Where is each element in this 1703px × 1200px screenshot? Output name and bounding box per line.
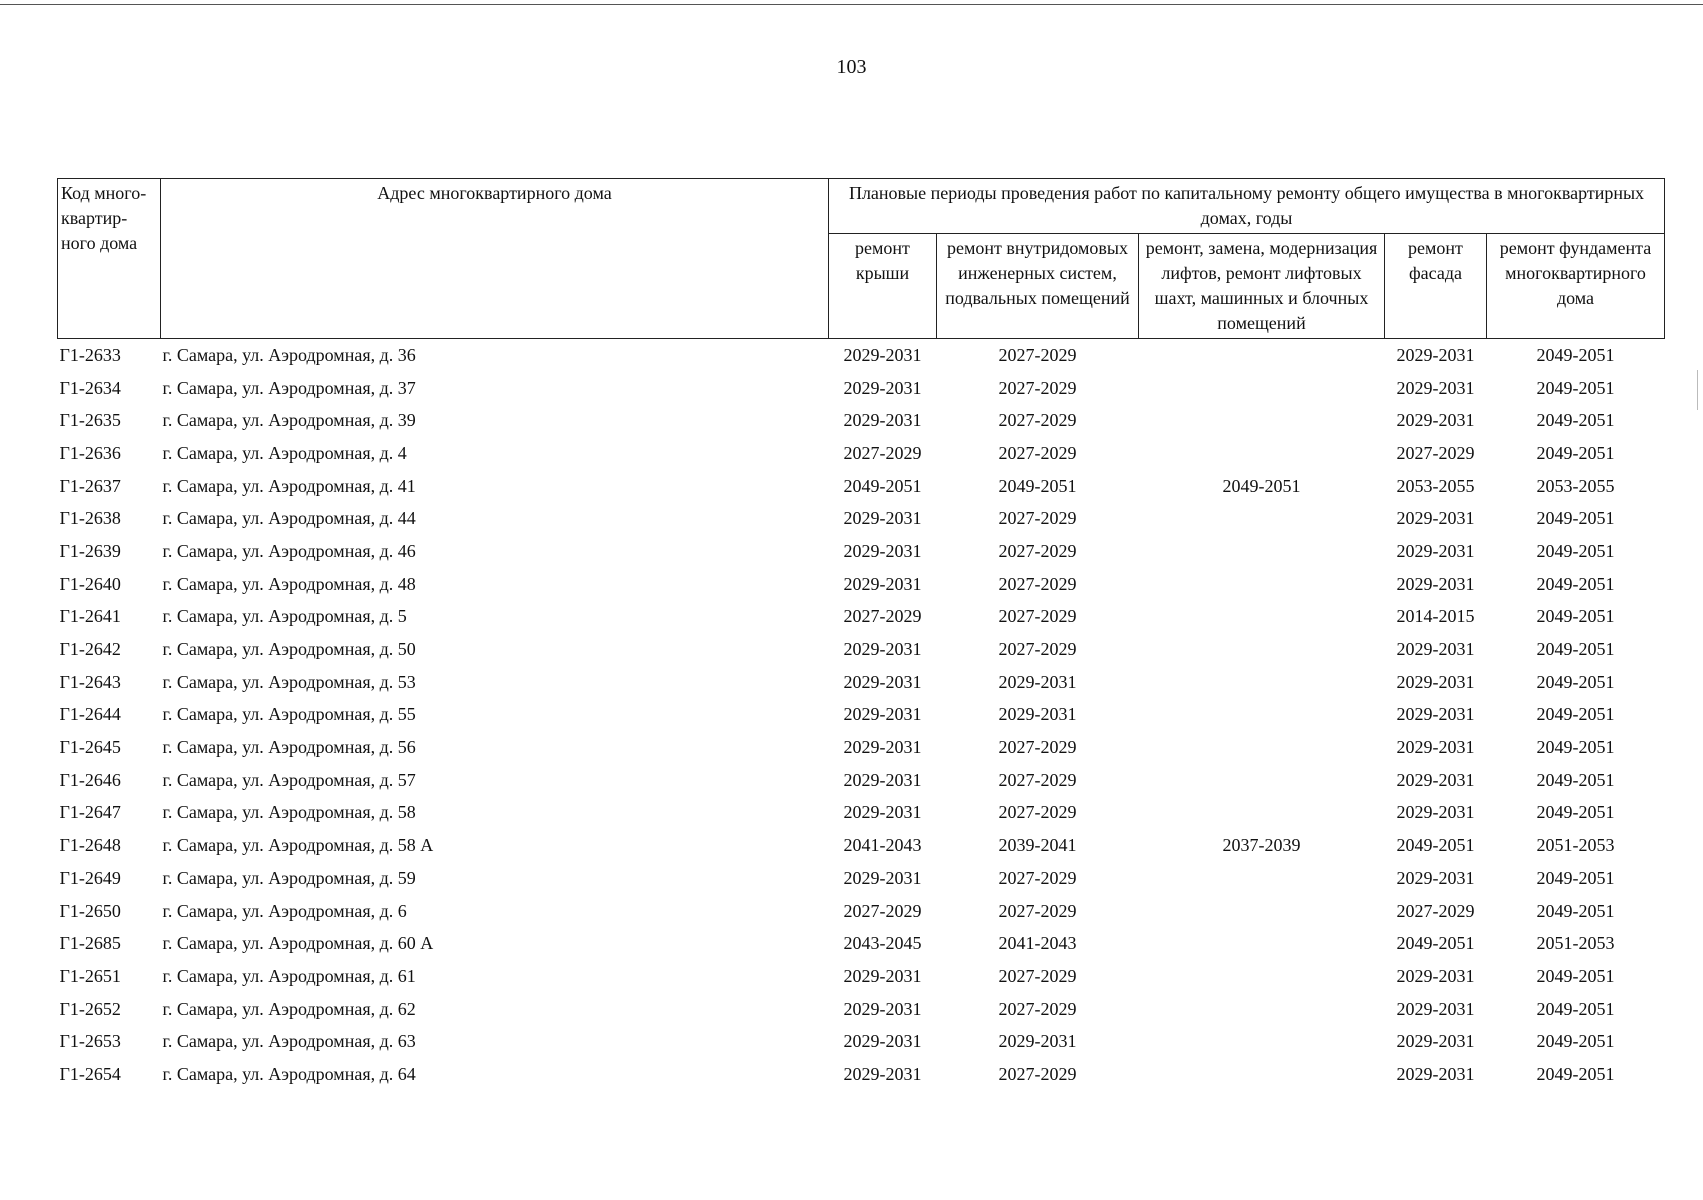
table-row bbox=[58, 1025, 1665, 1058]
cell-systems: 2027-2029 bbox=[998, 867, 1077, 888]
cell-address: г. Самара, ул. Аэродромная, д. 44 bbox=[162, 508, 416, 529]
table-row bbox=[58, 699, 1665, 732]
cell-systems: 2029-2031 bbox=[998, 671, 1077, 692]
cell-foundation: 2049-2051 bbox=[1536, 606, 1615, 627]
table-row bbox=[58, 535, 1665, 568]
cell-code: Г1-2641 bbox=[59, 606, 121, 627]
cell-code: Г1-2644 bbox=[59, 704, 121, 725]
cell-facade: 2029-2031 bbox=[1396, 377, 1475, 398]
header-systems: ремонт внутридомовых инженерных систем, подвальных помещений bbox=[937, 234, 1139, 339]
cell-lifts bbox=[1139, 601, 1385, 634]
cell-roof: 2029-2031 bbox=[843, 965, 922, 986]
cell-address: г. Самара, ул. Аэродромная, д. 59 bbox=[162, 867, 416, 888]
table-body bbox=[58, 339, 1665, 1091]
cell-lifts bbox=[1139, 699, 1385, 732]
cell-roof: 2029-2031 bbox=[843, 344, 922, 365]
cell-code: Г1-2647 bbox=[59, 802, 121, 823]
cell-facade: 2053-2055 bbox=[1396, 475, 1475, 496]
repair-schedule-table bbox=[57, 178, 1665, 1091]
cell-code: Г1-2651 bbox=[59, 965, 121, 986]
cell-code: Г1-2654 bbox=[59, 1063, 121, 1084]
header-lifts: ремонт, замена, модернизация лифтов, ремонт лифтовых шахт, машинных и блочных помещений bbox=[1139, 234, 1385, 339]
cell-roof: 2029-2031 bbox=[843, 737, 922, 758]
cell-foundation: 2049-2051 bbox=[1536, 344, 1615, 365]
cell-address: г. Самара, ул. Аэродромная, д. 55 bbox=[162, 704, 416, 725]
cell-systems: 2027-2029 bbox=[998, 442, 1077, 463]
cell-lifts bbox=[1139, 960, 1385, 993]
cell-facade: 2029-2031 bbox=[1396, 802, 1475, 823]
cell-foundation: 2049-2051 bbox=[1536, 1063, 1615, 1084]
cell-facade: 2029-2031 bbox=[1396, 671, 1475, 692]
header-row-top bbox=[58, 179, 1665, 234]
cell-address: г. Самара, ул. Аэродромная, д. 48 bbox=[162, 573, 416, 594]
cell-code: Г1-2646 bbox=[59, 769, 121, 790]
cell-foundation: 2049-2051 bbox=[1536, 671, 1615, 692]
cell-code: Г1-2633 bbox=[59, 344, 121, 365]
cell-address: г. Самара, ул. Аэродромная, д. 50 bbox=[162, 639, 416, 660]
cell-lifts: 2049-2051 bbox=[1222, 475, 1301, 496]
cell-foundation: 2049-2051 bbox=[1536, 508, 1615, 529]
header-code: Код много-квартир-ного дома bbox=[58, 179, 161, 339]
cell-lifts bbox=[1139, 993, 1385, 1026]
cell-facade: 2029-2031 bbox=[1396, 737, 1475, 758]
cell-code: Г1-2685 bbox=[59, 933, 121, 954]
cell-address: г. Самара, ул. Аэродромная, д. 4 bbox=[162, 442, 407, 463]
cell-roof: 2029-2031 bbox=[843, 769, 922, 790]
cell-address: г. Самара, ул. Аэродромная, д. 36 bbox=[162, 344, 416, 365]
cell-lifts bbox=[1139, 437, 1385, 470]
table-row bbox=[58, 404, 1665, 437]
cell-facade: 2029-2031 bbox=[1396, 704, 1475, 725]
cell-foundation: 2049-2051 bbox=[1536, 867, 1615, 888]
cell-lifts bbox=[1139, 404, 1385, 437]
table-row bbox=[58, 895, 1665, 928]
cell-foundation: 2049-2051 bbox=[1536, 998, 1615, 1019]
header-roof: ремонт крыши bbox=[829, 234, 937, 339]
cell-facade: 2027-2029 bbox=[1396, 442, 1475, 463]
cell-facade: 2029-2031 bbox=[1396, 573, 1475, 594]
cell-systems: 2027-2029 bbox=[998, 900, 1077, 921]
cell-roof: 2029-2031 bbox=[843, 867, 922, 888]
header-foundation: ремонт фундамента многоквартирного дома bbox=[1487, 234, 1665, 339]
cell-lifts bbox=[1139, 764, 1385, 797]
cell-code: Г1-2637 bbox=[59, 475, 121, 496]
cell-code: Г1-2636 bbox=[59, 442, 121, 463]
cell-systems: 2041-2043 bbox=[998, 933, 1077, 954]
cell-roof: 2027-2029 bbox=[843, 900, 922, 921]
cell-code: Г1-2650 bbox=[59, 900, 121, 921]
cell-address: г. Самара, ул. Аэродромная, д. 5 bbox=[162, 606, 407, 627]
cell-facade: 2029-2031 bbox=[1396, 998, 1475, 1019]
cell-lifts bbox=[1139, 895, 1385, 928]
cell-foundation: 2049-2051 bbox=[1536, 573, 1615, 594]
cell-address: г. Самара, ул. Аэродромная, д. 46 bbox=[162, 540, 416, 561]
table-row bbox=[58, 993, 1665, 1026]
table-row bbox=[58, 764, 1665, 797]
cell-foundation: 2049-2051 bbox=[1536, 769, 1615, 790]
cell-systems: 2039-2041 bbox=[998, 835, 1077, 856]
cell-lifts bbox=[1139, 633, 1385, 666]
cell-lifts bbox=[1139, 797, 1385, 830]
cell-foundation: 2051-2053 bbox=[1536, 933, 1615, 954]
cell-facade: 2029-2031 bbox=[1396, 410, 1475, 431]
page-number: 103 bbox=[836, 56, 867, 78]
table-row bbox=[58, 862, 1665, 895]
cell-facade: 2029-2031 bbox=[1396, 769, 1475, 790]
header-address: Адрес многоквартирного дома bbox=[161, 179, 829, 339]
cell-systems: 2027-2029 bbox=[998, 344, 1077, 365]
cell-systems: 2029-2031 bbox=[998, 1031, 1077, 1052]
header-planned-periods: Плановые периоды проведения работ по капитальному ремонту общего имущества в многоквартирных домах, годы bbox=[829, 179, 1665, 234]
cell-foundation: 2049-2051 bbox=[1536, 704, 1615, 725]
cell-foundation: 2049-2051 bbox=[1536, 377, 1615, 398]
cell-systems: 2027-2029 bbox=[998, 737, 1077, 758]
cell-roof: 2029-2031 bbox=[843, 704, 922, 725]
cell-systems: 2027-2029 bbox=[998, 998, 1077, 1019]
cell-lifts bbox=[1139, 535, 1385, 568]
cell-facade: 2029-2031 bbox=[1396, 639, 1475, 660]
cell-foundation: 2049-2051 bbox=[1536, 1031, 1615, 1052]
cell-lifts bbox=[1139, 502, 1385, 535]
table-row bbox=[58, 601, 1665, 634]
cell-facade: 2029-2031 bbox=[1396, 508, 1475, 529]
cell-facade: 2029-2031 bbox=[1396, 867, 1475, 888]
cell-roof: 2029-2031 bbox=[843, 540, 922, 561]
cell-foundation: 2049-2051 bbox=[1536, 802, 1615, 823]
table-row bbox=[58, 1058, 1665, 1091]
cell-systems: 2029-2031 bbox=[998, 704, 1077, 725]
header-facade: ремонт фасада bbox=[1385, 234, 1487, 339]
cell-foundation: 2049-2051 bbox=[1536, 737, 1615, 758]
table-row bbox=[58, 960, 1665, 993]
cell-systems: 2027-2029 bbox=[998, 508, 1077, 529]
cell-foundation: 2053-2055 bbox=[1536, 475, 1615, 496]
cell-facade: 2029-2031 bbox=[1396, 344, 1475, 365]
cell-lifts bbox=[1139, 339, 1385, 372]
cell-lifts: 2037-2039 bbox=[1222, 835, 1301, 856]
cell-address: г. Самара, ул. Аэродромная, д. 56 bbox=[162, 737, 416, 758]
cell-address: г. Самара, ул. Аэродромная, д. 39 bbox=[162, 410, 416, 431]
cell-address: г. Самара, ул. Аэродромная, д. 58 А bbox=[162, 835, 434, 856]
top-border-line bbox=[0, 4, 1703, 5]
cell-code: Г1-2648 bbox=[59, 835, 121, 856]
cell-roof: 2029-2031 bbox=[843, 671, 922, 692]
table-row bbox=[58, 829, 1665, 862]
cell-address: г. Самара, ул. Аэродромная, д. 6 bbox=[162, 900, 407, 921]
cell-facade: 2029-2031 bbox=[1396, 540, 1475, 561]
cell-systems: 2027-2029 bbox=[998, 1063, 1077, 1084]
cell-systems: 2027-2029 bbox=[998, 802, 1077, 823]
cell-facade: 2049-2051 bbox=[1396, 835, 1475, 856]
cell-systems: 2027-2029 bbox=[998, 769, 1077, 790]
cell-code: Г1-2634 bbox=[59, 377, 121, 398]
cell-address: г. Самара, ул. Аэродромная, д. 57 bbox=[162, 769, 416, 790]
cell-systems: 2027-2029 bbox=[998, 377, 1077, 398]
cell-lifts bbox=[1139, 927, 1385, 960]
cell-foundation: 2049-2051 bbox=[1536, 442, 1615, 463]
scan-margin-mark bbox=[1697, 370, 1698, 410]
cell-roof: 2029-2031 bbox=[843, 1031, 922, 1052]
cell-code: Г1-2652 bbox=[59, 998, 121, 1019]
cell-roof: 2029-2031 bbox=[843, 508, 922, 529]
table-row bbox=[58, 666, 1665, 699]
table-row bbox=[58, 437, 1665, 470]
cell-lifts bbox=[1139, 372, 1385, 405]
cell-code: Г1-2638 bbox=[59, 508, 121, 529]
cell-code: Г1-2649 bbox=[59, 867, 121, 888]
cell-roof: 2027-2029 bbox=[843, 442, 922, 463]
cell-facade: 2029-2031 bbox=[1396, 965, 1475, 986]
cell-facade: 2027-2029 bbox=[1396, 900, 1475, 921]
cell-facade: 2049-2051 bbox=[1396, 933, 1475, 954]
cell-systems: 2027-2029 bbox=[998, 410, 1077, 431]
cell-address: г. Самара, ул. Аэродромная, д. 41 bbox=[162, 475, 416, 496]
table-row bbox=[58, 470, 1665, 503]
cell-roof: 2029-2031 bbox=[843, 639, 922, 660]
cell-address: г. Самара, ул. Аэродромная, д. 61 bbox=[162, 965, 416, 986]
cell-roof: 2027-2029 bbox=[843, 606, 922, 627]
cell-lifts bbox=[1139, 862, 1385, 895]
cell-lifts bbox=[1139, 666, 1385, 699]
table-row bbox=[58, 927, 1665, 960]
table-row bbox=[58, 339, 1665, 372]
cell-address: г. Самара, ул. Аэродромная, д. 63 bbox=[162, 1031, 416, 1052]
cell-foundation: 2049-2051 bbox=[1536, 900, 1615, 921]
cell-systems: 2027-2029 bbox=[998, 639, 1077, 660]
cell-address: г. Самара, ул. Аэродромная, д. 58 bbox=[162, 802, 416, 823]
table-row bbox=[58, 502, 1665, 535]
cell-facade: 2029-2031 bbox=[1396, 1031, 1475, 1052]
cell-systems: 2027-2029 bbox=[998, 573, 1077, 594]
cell-address: г. Самара, ул. Аэродромная, д. 60 А bbox=[162, 933, 434, 954]
cell-roof: 2029-2031 bbox=[843, 573, 922, 594]
table-row bbox=[58, 568, 1665, 601]
cell-roof: 2029-2031 bbox=[843, 410, 922, 431]
cell-foundation: 2051-2053 bbox=[1536, 835, 1615, 856]
cell-roof: 2029-2031 bbox=[843, 377, 922, 398]
table-row bbox=[58, 633, 1665, 666]
cell-foundation: 2049-2051 bbox=[1536, 410, 1615, 431]
cell-systems: 2027-2029 bbox=[998, 965, 1077, 986]
table-row bbox=[58, 797, 1665, 830]
cell-lifts bbox=[1139, 1058, 1385, 1091]
cell-code: Г1-2642 bbox=[59, 639, 121, 660]
cell-roof: 2029-2031 bbox=[843, 802, 922, 823]
cell-address: г. Самара, ул. Аэродромная, д. 37 bbox=[162, 377, 416, 398]
cell-roof: 2029-2031 bbox=[843, 998, 922, 1019]
cell-address: г. Самара, ул. Аэродромная, д. 53 bbox=[162, 671, 416, 692]
cell-roof: 2043-2045 bbox=[843, 933, 922, 954]
cell-code: Г1-2645 bbox=[59, 737, 121, 758]
cell-code: Г1-2635 bbox=[59, 410, 121, 431]
cell-lifts bbox=[1139, 568, 1385, 601]
cell-code: Г1-2639 bbox=[59, 540, 121, 561]
cell-code: Г1-2643 bbox=[59, 671, 121, 692]
cell-address: г. Самара, ул. Аэродромная, д. 62 bbox=[162, 998, 416, 1019]
cell-code: Г1-2640 bbox=[59, 573, 121, 594]
cell-roof: 2041-2043 bbox=[843, 835, 922, 856]
cell-code: Г1-2653 bbox=[59, 1031, 121, 1052]
cell-roof: 2029-2031 bbox=[843, 1063, 922, 1084]
cell-lifts bbox=[1139, 1025, 1385, 1058]
cell-systems: 2049-2051 bbox=[998, 475, 1077, 496]
cell-foundation: 2049-2051 bbox=[1536, 965, 1615, 986]
cell-facade: 2029-2031 bbox=[1396, 1063, 1475, 1084]
cell-foundation: 2049-2051 bbox=[1536, 540, 1615, 561]
table-row bbox=[58, 372, 1665, 405]
cell-systems: 2027-2029 bbox=[998, 606, 1077, 627]
cell-lifts bbox=[1139, 731, 1385, 764]
cell-address: г. Самара, ул. Аэродромная, д. 64 bbox=[162, 1063, 416, 1084]
cell-roof: 2049-2051 bbox=[843, 475, 922, 496]
cell-foundation: 2049-2051 bbox=[1536, 639, 1615, 660]
cell-systems: 2027-2029 bbox=[998, 540, 1077, 561]
cell-facade: 2014-2015 bbox=[1396, 606, 1475, 627]
table-row bbox=[58, 731, 1665, 764]
